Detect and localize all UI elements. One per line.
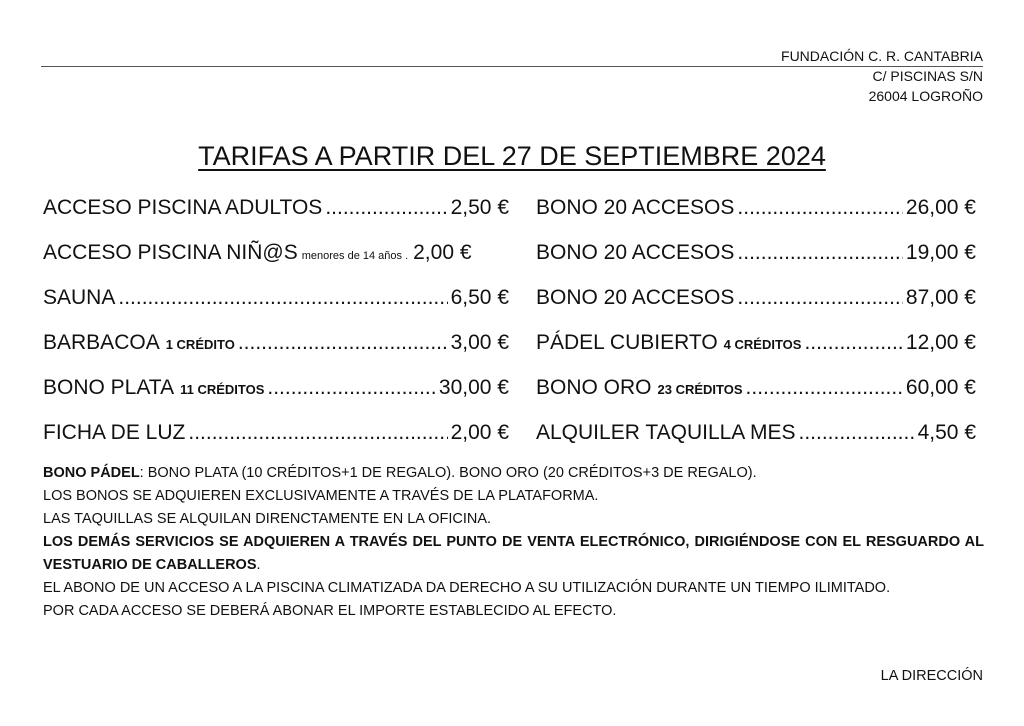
- price-row: [43, 196, 509, 241]
- note-label: BONO PÁDEL: [43, 465, 140, 481]
- leader-dots: [267, 376, 436, 400]
- item-name: BONO 20 ACCESOS: [536, 241, 735, 264]
- item-note: 11 CRÉDITOS: [180, 382, 265, 397]
- item-price: 87,00 €: [905, 286, 976, 309]
- leader-dots: [118, 286, 447, 310]
- note-importe: POR CADA ACCESO SE DEBERÁ ABONAR EL IMPORTE ESTABLECIDO AL EFECTO.: [43, 603, 617, 619]
- notes-block: [43, 462, 984, 623]
- item-price: 2,00 €: [413, 241, 472, 264]
- item-name: BONO PLATA: [43, 376, 175, 399]
- leader-dots: [325, 196, 447, 220]
- price-row: [536, 421, 976, 466]
- leader-dots: [799, 421, 915, 445]
- item-note: 4 CRÉDITOS: [723, 337, 802, 352]
- item-price: 30,00 €: [438, 376, 509, 399]
- note-text: : BONO PLATA (10 CRÉDITOS+1 DE REGALO). BONO ORO (20 CRÉDITOS+3 DE REGALO).: [139, 465, 757, 481]
- leader-dots: [737, 196, 903, 220]
- header-divider: [41, 66, 983, 67]
- street-address: C/ PISCINAS S/N: [872, 68, 983, 84]
- item-name: PÁDEL CUBIERTO: [536, 331, 718, 354]
- price-row: [43, 286, 509, 331]
- leader-dots: [188, 421, 447, 445]
- note-bono-padel: [43, 462, 984, 485]
- item-price: 2,00 €: [450, 421, 509, 444]
- signature: LA DIRECCIÓN: [880, 668, 983, 684]
- item-price: 19,00 €: [905, 241, 976, 264]
- item-name: BONO ORO: [536, 376, 652, 399]
- item-name: BARBACOA: [43, 331, 160, 354]
- leader-dots: [804, 331, 902, 355]
- leader-dots: [746, 376, 903, 400]
- price-row: [43, 421, 509, 466]
- item-price: 4,50 €: [917, 421, 976, 444]
- price-row: [536, 376, 976, 421]
- price-row: [536, 241, 976, 286]
- item-name: ACCESO PISCINA ADULTOS: [43, 196, 323, 219]
- item-price: 60,00 €: [905, 376, 976, 399]
- item-name: SAUNA: [43, 286, 116, 309]
- leader-dots: [737, 286, 903, 310]
- note-bold-text: LOS DEMÁS SERVICIOS SE ADQUIEREN A TRAVÉS DEL PUNTO DE VENTA ELECTRÓNICO, DIRIGIÉNDOSE CON EL RESGUARDO AL VESTUARIO DE CABALLEROS: [43, 534, 984, 573]
- leader-dots: [238, 331, 448, 355]
- price-row: [43, 241, 509, 286]
- note-abono: EL ABONO DE UN ACCESO A LA PISCINA CLIMATIZADA DA DERECHO A SU UTILIZACIÓN DURANTE UN TIEMPO ILIMITADO.: [43, 580, 891, 596]
- item-name: BONO 20 ACCESOS: [536, 286, 735, 309]
- note-end: .: [256, 557, 261, 573]
- item-price: 3,00 €: [450, 331, 509, 354]
- price-list-left: [43, 196, 509, 466]
- postal-city: 26004 LOGROÑO: [868, 88, 983, 104]
- price-row: [536, 331, 976, 376]
- item-note: 23 CRÉDITOS: [657, 382, 743, 397]
- price-row: [536, 286, 976, 331]
- price-list-right: [536, 196, 976, 466]
- item-price: 2,50 €: [450, 196, 509, 219]
- item-note: 1 CRÉDITO: [165, 337, 235, 352]
- note-servicios: [43, 531, 984, 577]
- item-price: 26,00 €: [905, 196, 976, 219]
- item-price: 12,00 €: [905, 331, 976, 354]
- page-title: TARIFAS A PARTIR DEL 27 DE SEPTIEMBRE 2024: [198, 141, 826, 171]
- price-row: [43, 376, 509, 421]
- note-bonos: LOS BONOS SE ADQUIEREN EXCLUSIVAMENTE A TRAVÉS DE LA PLATAFORMA.: [43, 488, 599, 504]
- organization-name: FUNDACIÓN C. R. CANTABRIA: [781, 48, 983, 64]
- item-name: ACCESO PISCINA NIÑ@S: [43, 241, 298, 264]
- item-name: BONO 20 ACCESOS: [536, 196, 735, 219]
- item-note: menores de 14 años .: [301, 250, 409, 262]
- address-block: [781, 46, 983, 106]
- note-taquillas: LAS TAQUILLAS SE ALQUILAN DIRENCTAMENTE EN LA OFICINA.: [43, 511, 492, 527]
- price-row: [536, 196, 976, 241]
- item-name: ALQUILER TAQUILLA MES: [536, 421, 796, 444]
- item-name: FICHA DE LUZ: [43, 421, 186, 444]
- leader-dots: [737, 241, 903, 265]
- item-price: 6,50 €: [450, 286, 509, 309]
- price-row: [43, 331, 509, 376]
